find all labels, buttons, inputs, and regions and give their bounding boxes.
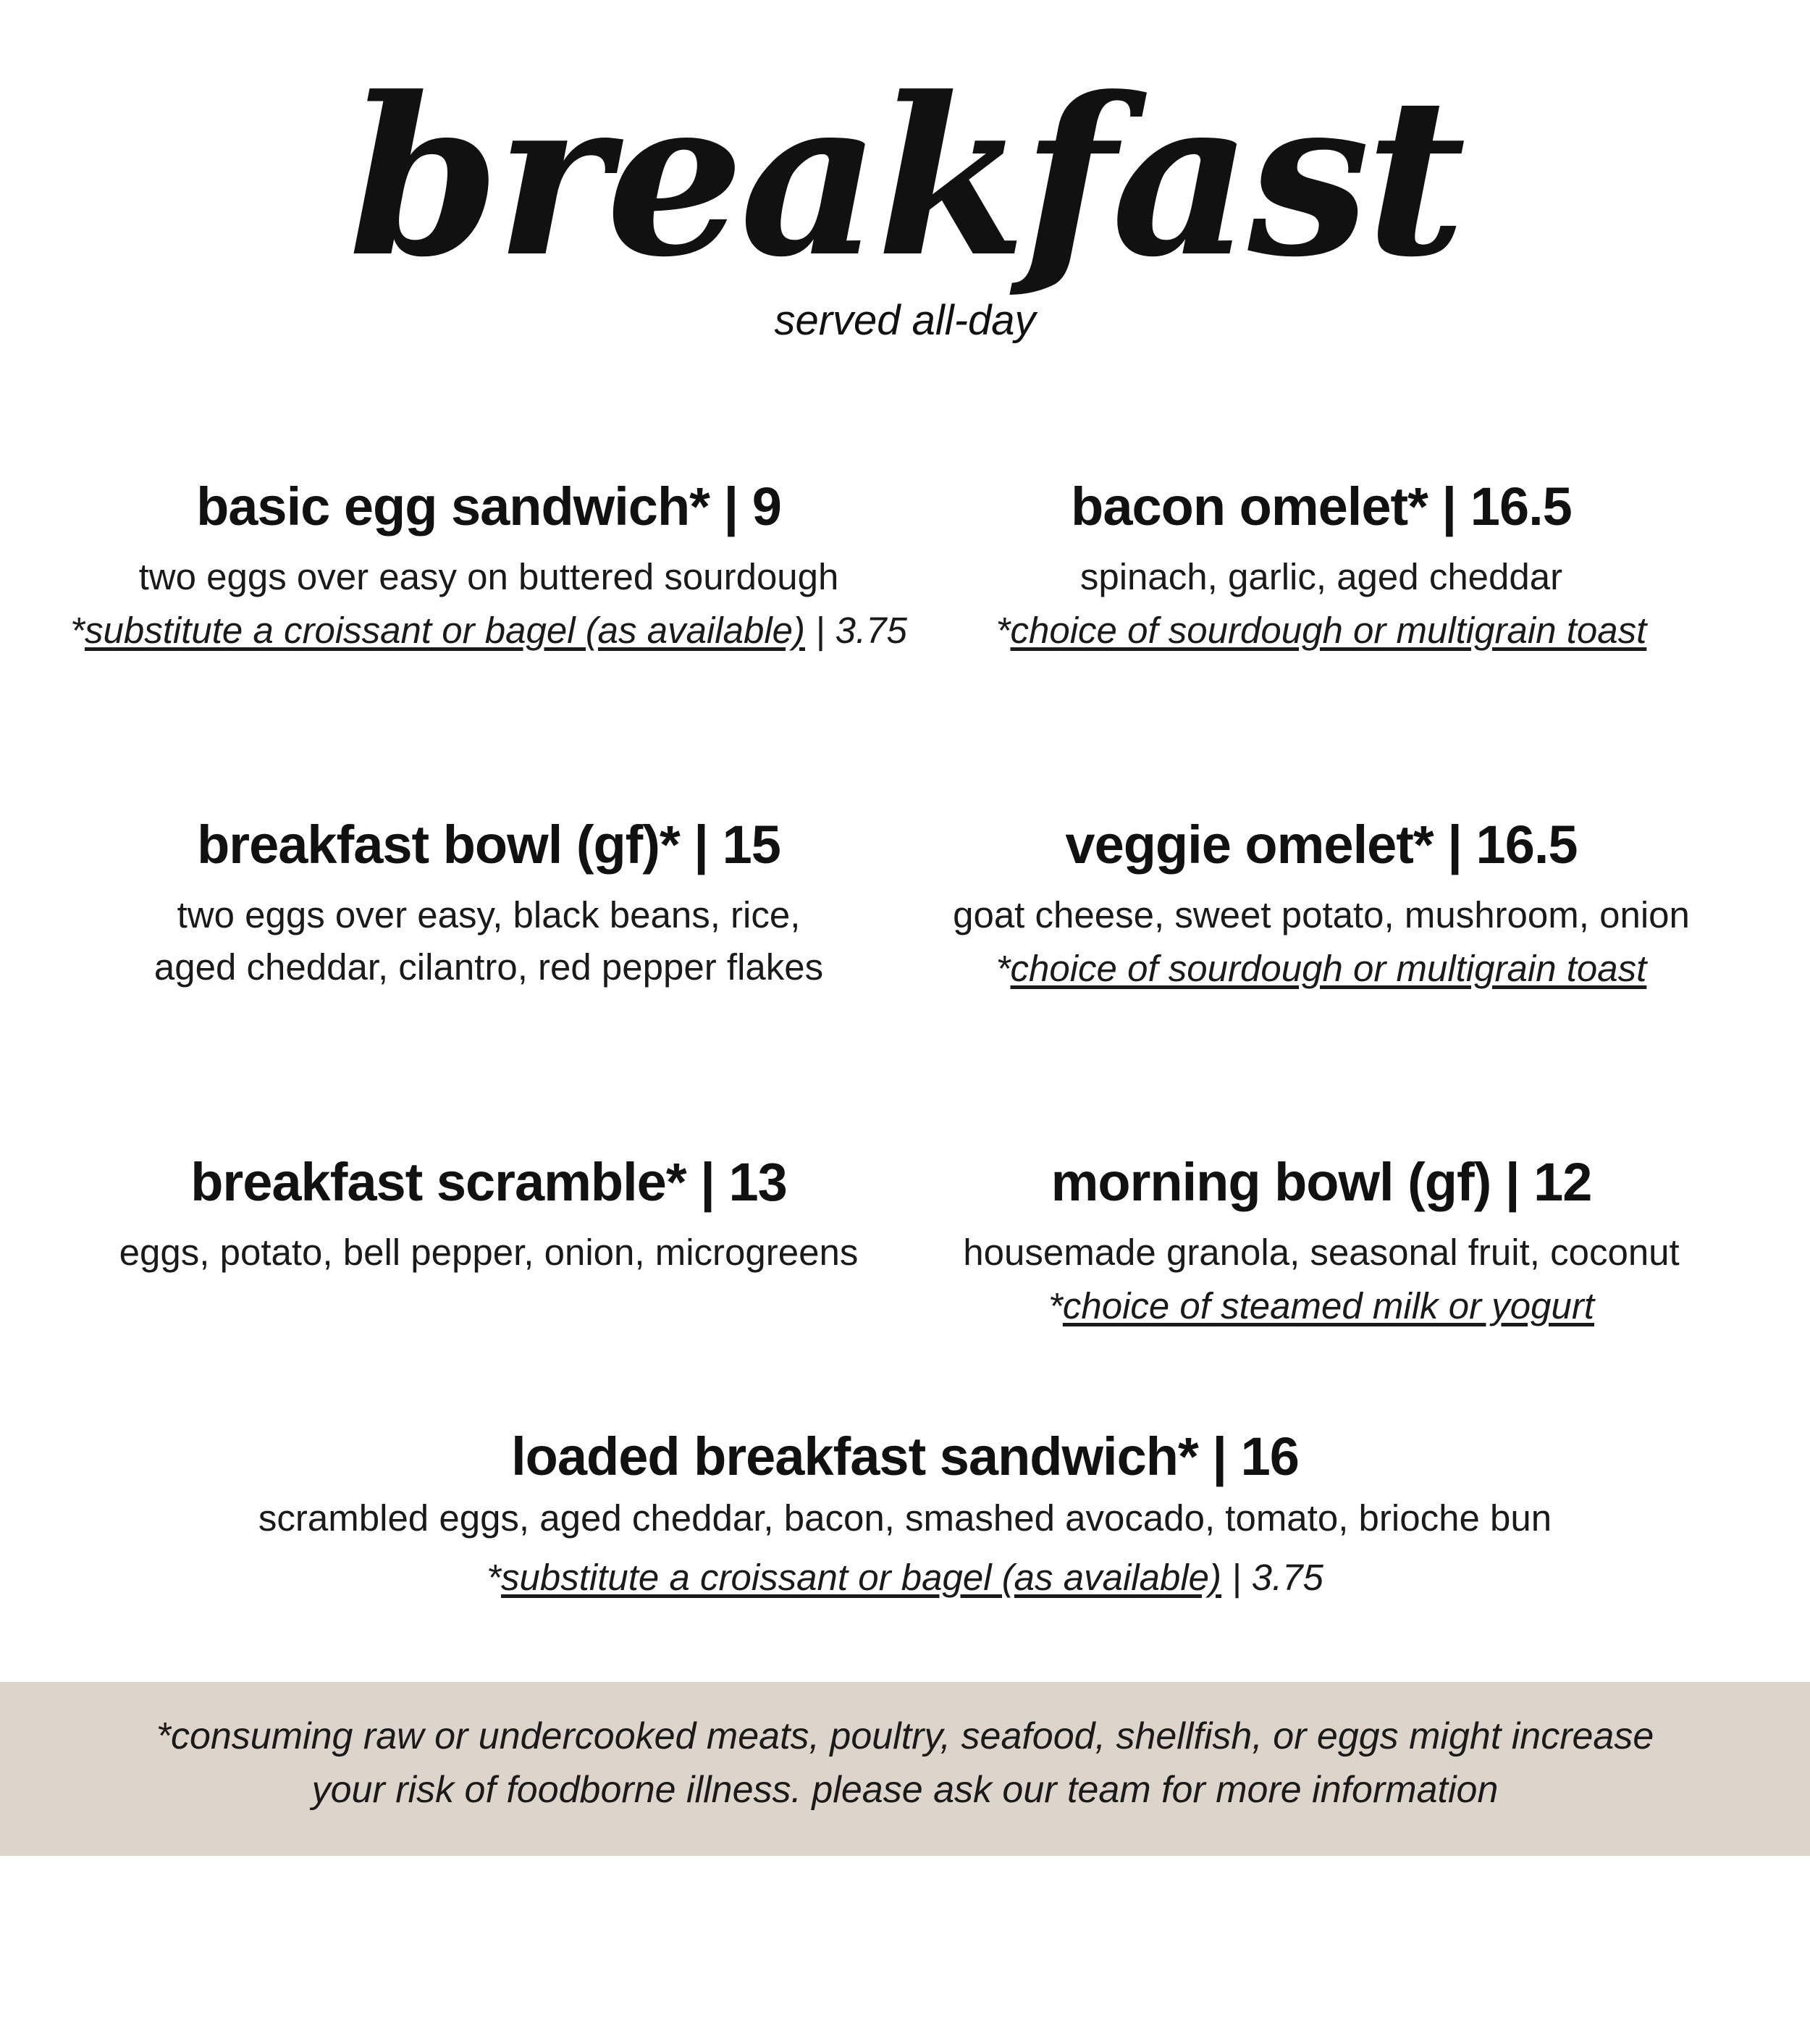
item-name: bacon omelet* | 16.5 — [1071, 476, 1572, 537]
menu-item-breakfast-bowl — [36, 812, 941, 993]
item-description: goat cheese, sweet potato, mushroom, onion — [953, 894, 1690, 935]
item-description-line-2: aged cheddar, cilantro, red pepper flakes — [153, 946, 824, 988]
item-description: spinach, garlic, aged cheddar — [1079, 556, 1563, 597]
disclaimer-line-2: your risk of foodborne illness. please ask our team for more information — [311, 1769, 1499, 1811]
item-note — [905, 603, 1738, 658]
item-description-line-1: two eggs over easy, black beans, rice, — [177, 894, 801, 935]
menu-item-basic-egg-sandwich — [36, 474, 941, 658]
menu-item-loaded-breakfast-sandwich — [0, 1424, 1810, 1605]
menu-item-bacon-omelet — [905, 474, 1738, 658]
item-name: breakfast scramble* | 13 — [190, 1152, 787, 1212]
menu-item-morning-bowl — [905, 1150, 1738, 1334]
item-name: basic egg sandwich* | 9 — [196, 476, 781, 537]
item-description: scrambled eggs, aged cheddar, bacon, smashed avocado, tomato, brioche bun — [258, 1497, 1552, 1539]
item-name: morning bowl (gf) | 12 — [1051, 1152, 1592, 1212]
item-name: breakfast bowl (gf)* | 15 — [197, 815, 780, 875]
note-prefix: * — [996, 610, 1011, 651]
item-description: two eggs over easy on buttered sourdough — [138, 556, 839, 597]
note-underlined: choice of steamed milk or yogurt — [1062, 1285, 1594, 1326]
disclaimer-text — [0, 1709, 1810, 1817]
note-prefix: * — [996, 948, 1011, 989]
allergy-disclaimer-banner — [0, 1682, 1810, 1856]
menu-item-breakfast-scramble — [36, 1150, 941, 1279]
item-description: housemade granola, seasonal fruit, coconut — [963, 1232, 1680, 1273]
note-prefix: * — [487, 1557, 501, 1598]
item-note — [905, 941, 1738, 996]
note-prefix: * — [1048, 1285, 1063, 1326]
menu-subtitle: served all-day — [774, 297, 1036, 344]
item-description: eggs, potato, bell pepper, onion, microgreens — [119, 1232, 859, 1273]
item-note — [905, 1279, 1738, 1334]
note-price: | 3.75 — [1221, 1557, 1323, 1598]
disclaimer-line-1: *consuming raw or undercooked meats, poultry, seafood, shellfish, or eggs might increase — [156, 1715, 1654, 1757]
item-name: loaded breakfast sandwich* | 16 — [511, 1426, 1299, 1486]
note-underlined: substitute a croissant or bagel (as available) — [84, 610, 806, 651]
item-name: veggie omelet* | 16.5 — [1065, 815, 1578, 875]
menu-item-veggie-omelet — [905, 812, 1738, 996]
item-note — [36, 603, 941, 658]
note-underlined: choice of sourdough or multigrain toast — [1010, 610, 1647, 651]
note-underlined: substitute a croissant or bagel (as available) — [500, 1557, 1222, 1598]
note-underlined: choice of sourdough or multigrain toast — [1010, 948, 1647, 989]
item-note — [0, 1550, 1810, 1605]
note-prefix: * — [70, 610, 85, 651]
menu-title: breakfast — [348, 49, 1462, 305]
note-price: | 3.75 — [805, 610, 907, 651]
